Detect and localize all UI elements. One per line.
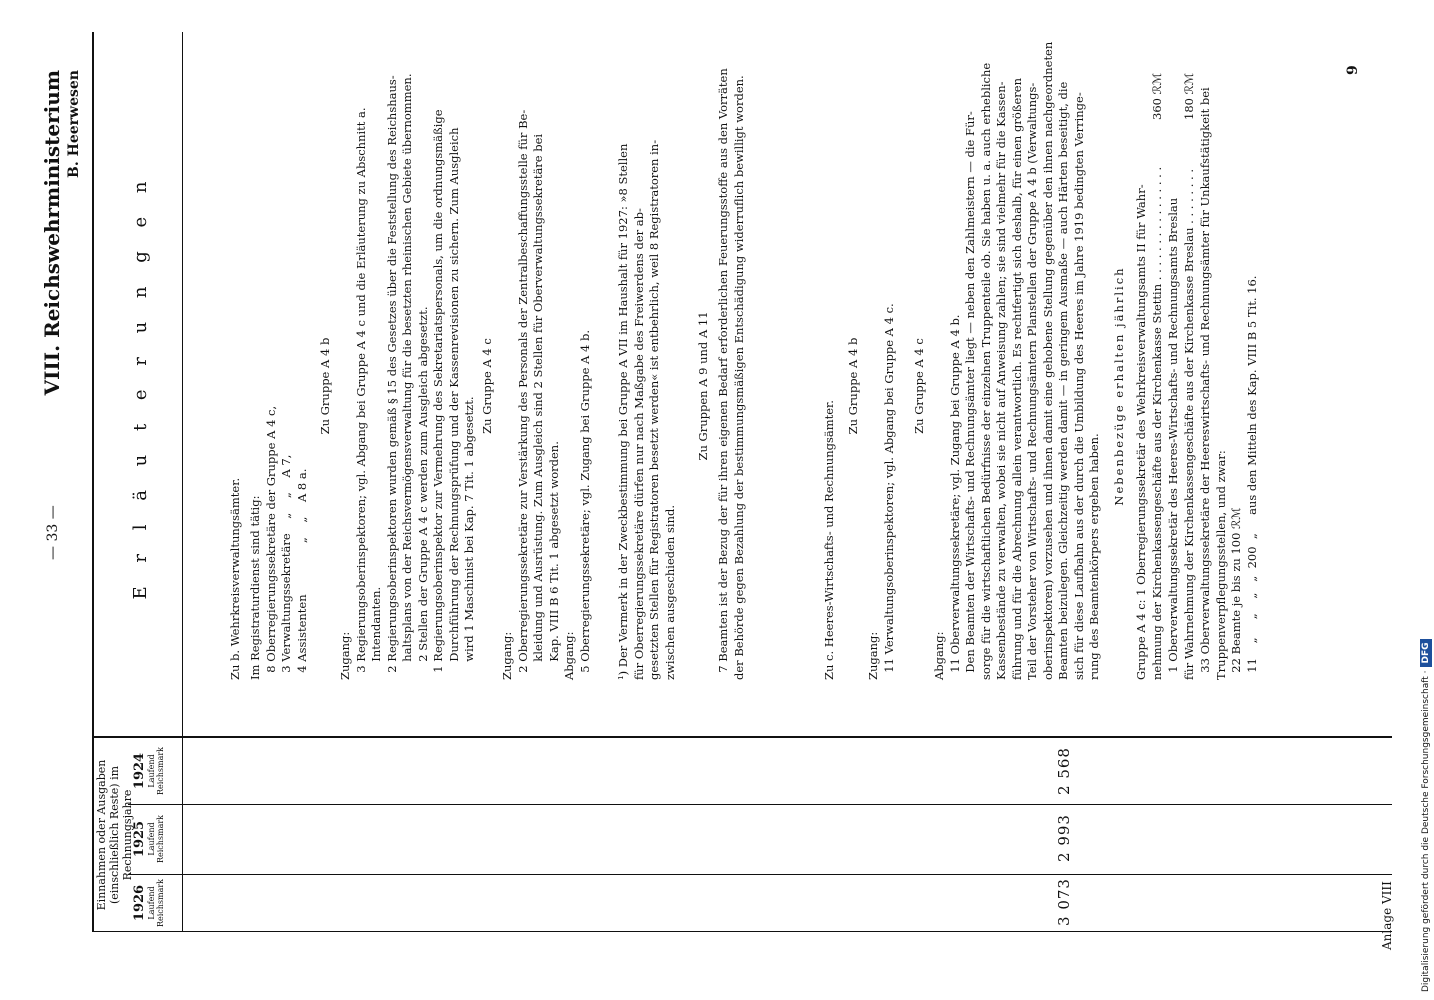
funding-note-label: Digitalisierung gefördert durch die Deutsche Forschungsgemeinschaft · xyxy=(1421,670,1431,992)
col-divider-1 xyxy=(128,874,1392,875)
group-a4c-changes: Zugang: 2 Oberregierungssekretäre zur Verstärkung des Personals der Zentralbeschaffungsstelle für Be- kleidung und Ausrüstung. Zum Ausgleich sind 2 Stellen für Oberverwaltungssekretäre bei Kap. VIII B 6 Tit. 1 abgesetzt worden. Abgang: 5 Oberregierungssekretäre; vgl. Zugang bei Gruppe A 4 b. xyxy=(500,109,592,680)
side-benefit-supply-posts: 33 Oberverwaltungssekretäre der Heereswirtschafts- und Rechnungsämter für Unkaufstätigkeit bei Truppenverpflegungsstellen, und zwar: 22 Beamte je bis zu 100 ℛℳ 11 „ „ „ „ 200 „ aus den Mitteln des Kap. VIII B 5 Tit. 16. xyxy=(1198,87,1259,680)
year-label: 1926 xyxy=(132,884,147,922)
group-a4c-heading: Zu Gruppe A 4 c xyxy=(480,338,494,434)
side-benefit-breslau: 1 Oberverwaltungssekretär des Heeres-Wirtschafts- und Rechnungsamts Breslau für Wahrnehmung der Kirchenkassengeschäfte aus der Kirchenkasse Breslau . . . . . . . . xyxy=(1166,169,1196,680)
amount-1925: 2 993 xyxy=(1055,814,1073,862)
year-label: 1924 xyxy=(132,752,147,790)
unit-label: Laufend Reichsmark xyxy=(147,814,165,864)
amount-column-heading: Einnahmen oder Ausgaben (einschließlich Reste) im Rechnungsjahre xyxy=(95,759,134,911)
group-a4b-additions: Zugang: 3 Regierungsoberinspektoren; vgl. Abgang bei Gruppe A 4 c und die Erläuterung zu Abschnitt a. Intendanten. 2 Regierungsoberinspektoren wurden gemäß § 15 des Gesetzes über die Feststellung des Reichshaus- haltsplans von der Reichsvermögensverwaltung für die besetzten rheinischen Gebiete übernommen. 2 Stellen der Gruppe A 4 c werden zum Ausgleich abgesetzt. 1 Regierungsoberinspektor zur Vermehrung des Sekretariatspersonals, um die ordnungsmäßige Durchführung der Rechnungsprüfung und der Kassenrevisionen zu sichern. Zum Ausgleich wird 1 Maschinist bei Kap. 7 Tit. 1 abgesetzt. xyxy=(338,73,476,680)
side-benefit-stettin-amount: 360 ℛℳ xyxy=(1150,72,1164,120)
table-left-border xyxy=(92,931,1392,932)
col-divider-3 xyxy=(92,736,1392,738)
unit-label: Laufend Reichsmark xyxy=(147,746,165,796)
side-benefits-heading: Nebenbezüge erhalten jährlich xyxy=(1112,266,1126,506)
section-title: B. Heerwesen xyxy=(66,70,82,178)
funding-note xyxy=(1420,8,1432,992)
amount-1924: 2 568 xyxy=(1055,747,1073,795)
year-label: 1925 xyxy=(132,820,147,858)
explanations-title: E r l ä u t e r u n g e n xyxy=(130,172,151,600)
page-label: — 33 — xyxy=(45,505,61,560)
year-column-1925 xyxy=(132,806,165,872)
section-c-a4c-heading: Zu Gruppe A 4 c xyxy=(912,338,926,434)
side-benefit-breslau-amount: 180 ℛℳ xyxy=(1182,72,1196,120)
section-b-heading: Zu b. Wehrkreisverwaltungsämter. xyxy=(228,477,242,680)
section-c-heading: Zu c. Heeres-Wirtschafts- und Rechnungsämter. xyxy=(822,400,836,680)
fuel-allowance-note: 7 Beamten ist der Bezug der für ihren eigenen Bedarf erforderlichen Feuerungsstoffe aus den Vorräten der Behörde gegen Bezahlung der bestimmungsmäßigen Entschädigung widerruflich bewilligt worden. xyxy=(716,68,746,680)
header-rule xyxy=(92,32,94,932)
section-c-a4b-heading: Zu Gruppe A 4 b xyxy=(846,337,860,435)
year-column-1926 xyxy=(132,876,165,930)
group-a9-a11-heading: Zu Gruppen A 9 und A 11 xyxy=(696,311,710,461)
registry-staff: Im Registraturdienst sind tätig: 8 Oberregierungssekretäre der Gruppe A 4 c, 3 Verwaltungssekretäre „ „ A 7, 4 Assistenten „ „ A 8 a. xyxy=(248,405,309,680)
year-column-1924 xyxy=(132,740,165,802)
appendix-label: Anlage VIII xyxy=(1380,881,1394,950)
group-a4b-heading: Zu Gruppe A 4 b xyxy=(318,337,332,435)
unit-label: Laufend Reichsmark xyxy=(147,878,165,928)
dfg-logo: DFG xyxy=(1420,640,1432,667)
page-number: 9 xyxy=(1345,65,1361,75)
column-head-rule xyxy=(182,32,183,932)
section-c-a4c-departures: Abgang: 11 Oberverwaltungssekretäre; vgl. Zugang bei Gruppe A 4 b. Den Beamten der Wirtschafts- und Rechnungsämter liegt — neben den Zahlmeistern — die Für- sorge für die wirtschaftlichen Bedürfnisse der einzelnen Truppenteile ob. Sie haben u. a. auch erhebliche Kassenbestände zu verwalten, wobei sie nicht auf Anweisung zahlen; sie sind vielmehr für die Kassen- führung und für die Abrechnung allein verantwortlich. Es rechtfertigt sich deshalb, für einen größeren Teil der Vorsteher von Wirtschafts- und Rechnungsämtern Planstellen der Gruppe A 4 b (Verwaltungs- oberinspektoren) vorzusehen und ihnen damit eine gehobene Stellung gegenüber den ihnen nachgeordneten Beamten beizulegen. Gleichzeitig werden damit — in geringem Ausmaße — auch Härten beseitigt, die sich für diese Laufbahn aus der durch die Umbildung des Heeres im Jahre 1919 bedingten Verringe- rung des Beamtenkörpers ergeben haben. xyxy=(932,41,1101,680)
funding-note-text xyxy=(1420,8,1432,992)
footnote-registrars: ¹) Der Vermerk in der Zweckbestimmung bei Gruppe A VII im Haushalt für 1927: »8 Stellen für Oberregierungssekretäre dürfen nur nach Maßgabe des Freiwerdens der ab- gesetzten Stellen für Registratoren besetzt werden« ist entbehrlich, weil 8 Registratoren in- zwischen ausgeschieden sind. xyxy=(616,139,677,680)
col-divider-2 xyxy=(128,804,1392,805)
section-c-a4b-additions: Zugang: 11 Verwaltungsoberinspektoren; vgl. Abgang bei Gruppe A 4 c. xyxy=(866,303,896,680)
page-header-right xyxy=(40,70,82,395)
ministry-title: VIII. Reichswehrministerium xyxy=(40,70,64,396)
amount-1926: 3 073 xyxy=(1055,878,1073,926)
side-benefit-stettin: Gruppe A 4 c: 1 Oberregierungssekretär des Wehrkreisverwaltungsamts II für Wahr- nehmung der Kirchenkassengeschäfte aus der Kirchenkasse Stettin . . . . . . . . . . . . . . . . xyxy=(1134,166,1164,680)
